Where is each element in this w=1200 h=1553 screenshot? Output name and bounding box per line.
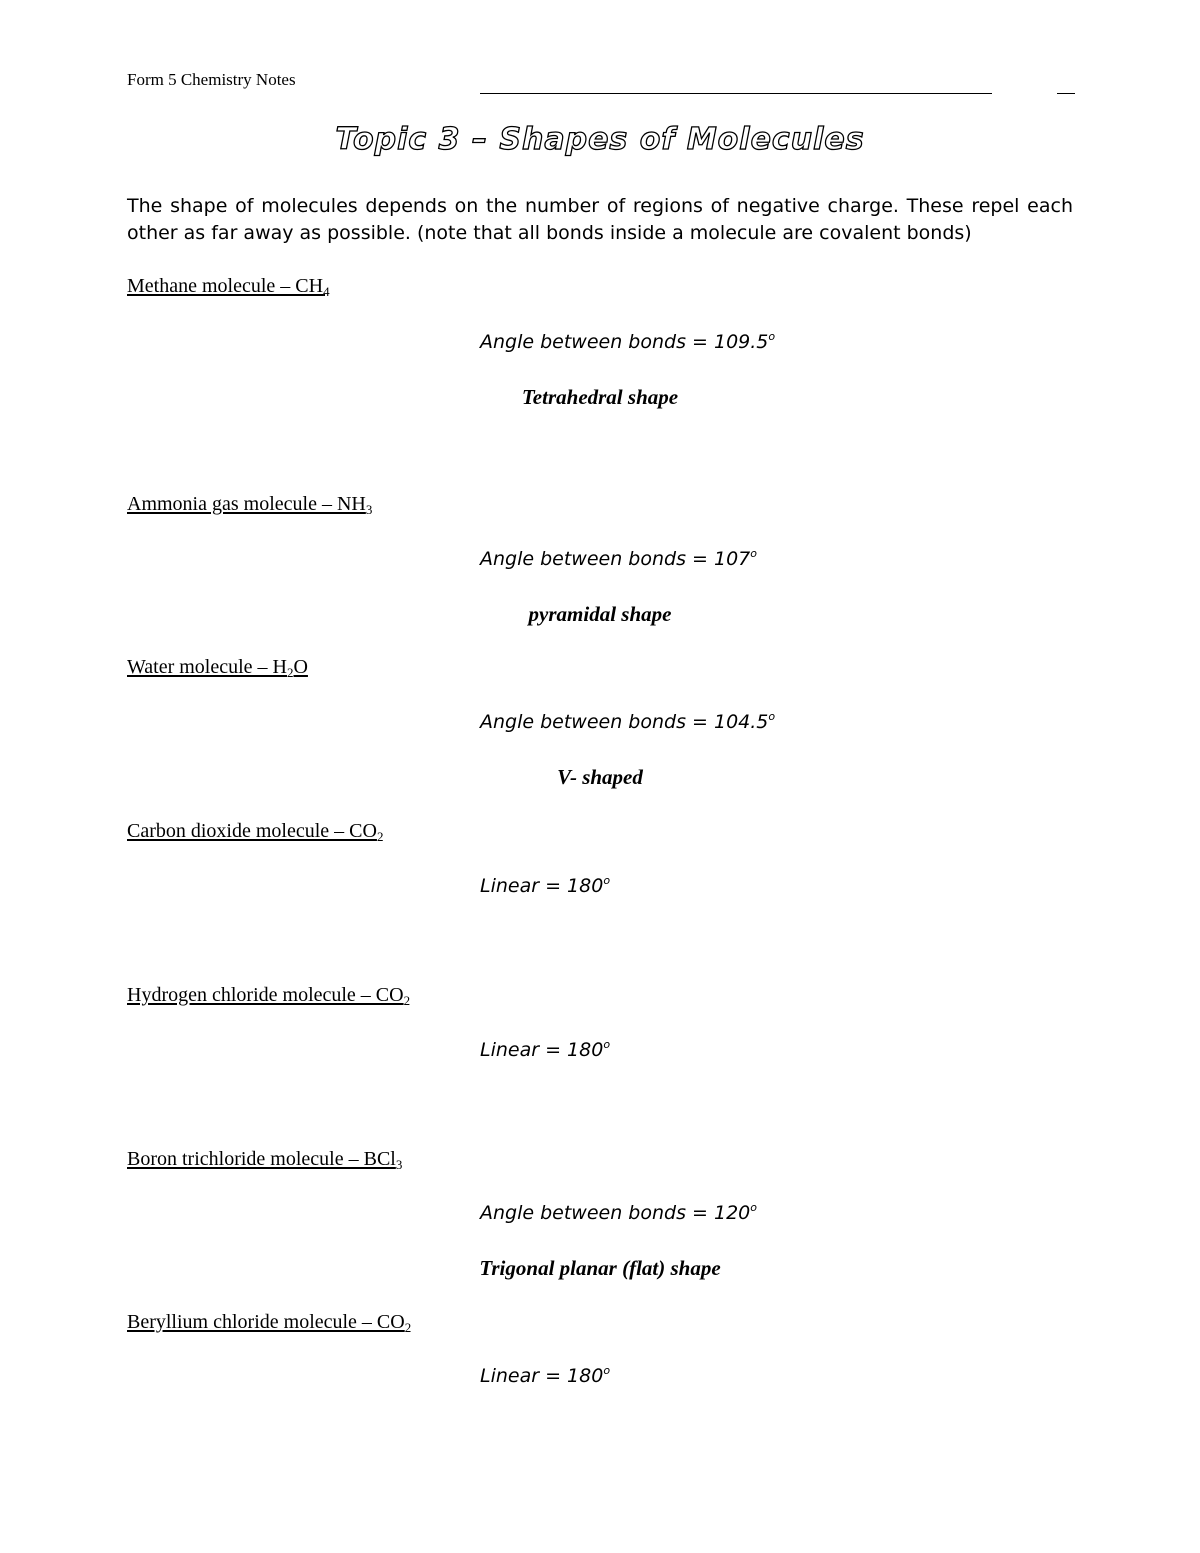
page-title: Topic 3 – Shapes of Molecules [335,122,865,157]
bond-angle-water [480,711,775,733]
degree-symbol: o [603,874,611,887]
heading-subscript: 2 [403,993,411,1008]
shape-name-ammonia: pyramidal shape [528,602,672,626]
degree-symbol: o [768,330,776,343]
section-heading-carbon-dioxide [127,820,383,843]
section-heading-boron-trichloride [127,1148,402,1171]
angle-text: Linear = 180 [480,1039,604,1061]
heading-text: Boron trichloride molecule – BCl [127,1148,396,1170]
angle-text: Linear = 180 [480,1365,604,1387]
heading-text: Water molecule – H [127,656,287,678]
heading-text: Methane molecule – CH [127,275,324,297]
bond-angle-carbon-dioxide [480,875,610,897]
heading-text-after: O [293,656,308,678]
header-dash [1057,93,1075,94]
degree-symbol: o [750,547,757,560]
header-rule [480,93,992,94]
heading-subscript: 4 [323,284,330,299]
section-heading-ammonia [127,493,372,516]
heading-text: Hydrogen chloride molecule – CO [127,984,404,1006]
degree-symbol: o [603,1364,611,1377]
shape-name-water: V- shaped [557,765,643,789]
heading-subscript: 3 [395,1157,403,1172]
degree-symbol: o [603,1038,611,1051]
header-text: Form 5 Chemistry Notes [127,70,296,89]
section-heading-hydrogen-chloride [127,984,410,1007]
section-heading-water [127,656,308,679]
heading-subscript: 2 [404,1320,412,1335]
degree-symbol: o [768,710,776,723]
heading-text: Ammonia gas molecule – NH [127,493,366,515]
angle-text: Linear = 180 [480,875,604,897]
intro-paragraph: The shape of molecules depends on the number of regions of negative charge. These repel each other as far away as possible. (note that all bonds inside a molecule are covalent bonds) [127,195,1073,244]
section-heading-methane [127,275,330,298]
angle-text: Angle between bonds = 109.5 [480,331,769,353]
heading-subscript: 3 [365,502,373,517]
angle-text: Angle between bonds = 104.5 [480,711,769,733]
bond-angle-methane [480,331,775,353]
heading-subscript: 2 [287,665,294,680]
angle-text: Angle between bonds = 107 [480,548,751,570]
angle-text: Angle between bonds = 120 [480,1202,751,1224]
degree-symbol: o [750,1201,757,1214]
section-heading-beryllium-chloride [127,1311,411,1334]
heading-subscript: 2 [376,829,384,844]
bond-angle-beryllium-chloride [480,1365,610,1387]
bond-angle-boron-trichloride [480,1202,757,1224]
shape-name-methane: Tetrahedral shape [521,385,679,409]
bond-angle-hydrogen-chloride [480,1039,610,1061]
bond-angle-ammonia [480,548,757,570]
shape-name-boron-trichloride: Trigonal planar (flat) shape [479,1256,721,1280]
heading-text: Beryllium chloride molecule – CO [127,1311,405,1333]
heading-text: Carbon dioxide molecule – CO [127,820,377,842]
